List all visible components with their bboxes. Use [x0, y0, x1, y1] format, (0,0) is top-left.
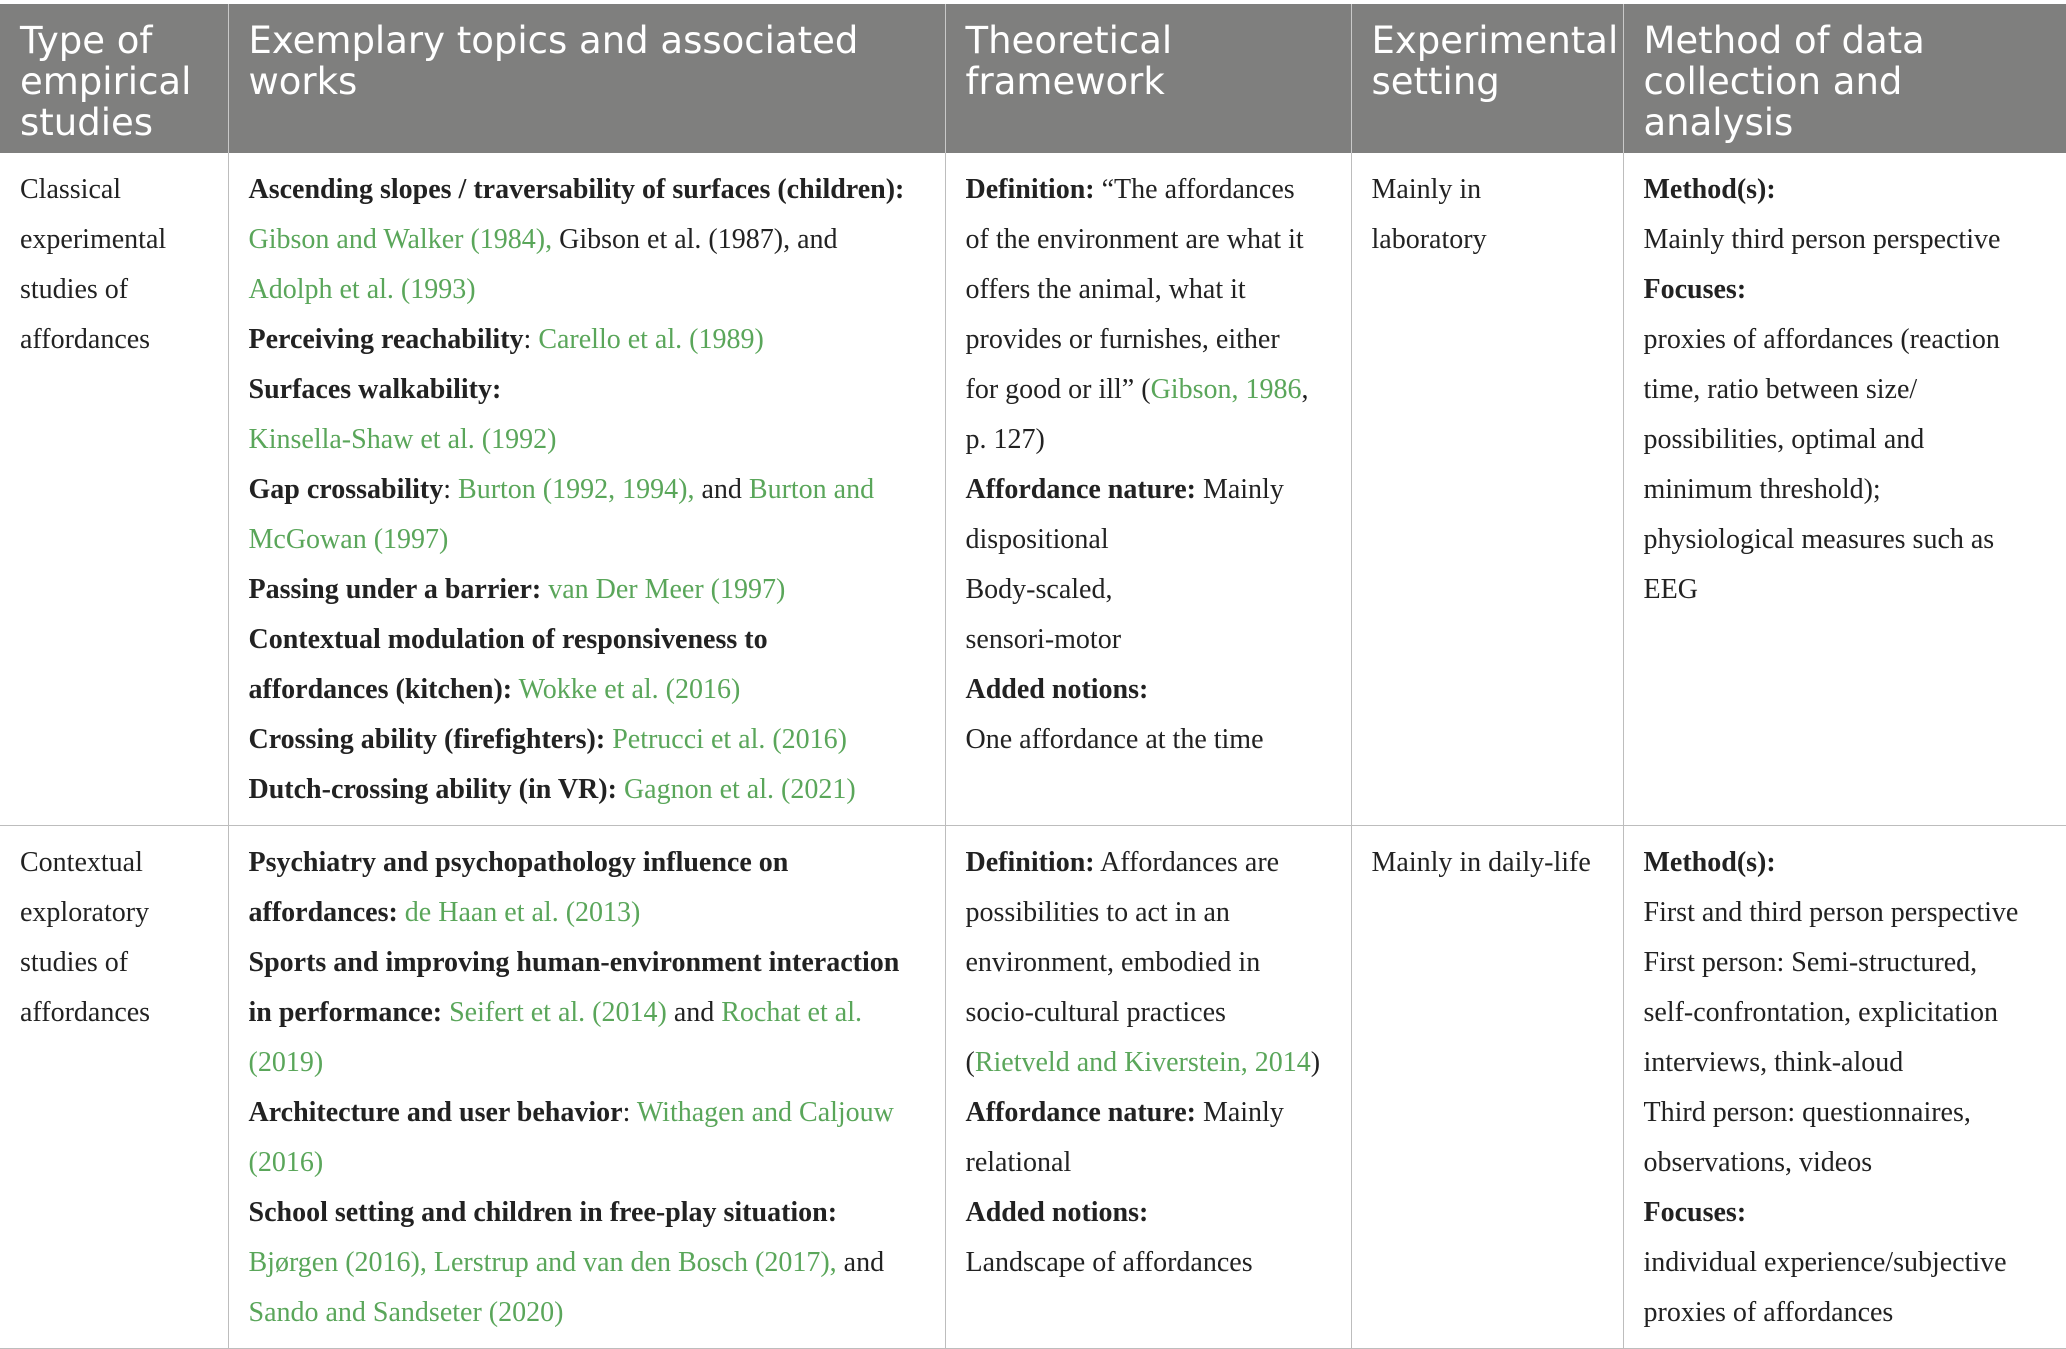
reference-link: Wokke et al. (2016)	[518, 674, 741, 705]
text-run: proxies of affordances	[1643, 1297, 1894, 1328]
text-run: “The affordances	[1094, 174, 1295, 205]
text-line	[1644, 1188, 2057, 1238]
text-line	[249, 615, 935, 665]
bold-label: Added notions:	[965, 1197, 1149, 1228]
header-setting: Experimental setting	[1351, 4, 1623, 153]
text-line	[966, 715, 1341, 765]
bold-label: School setting and children in free-play situation:	[248, 1197, 838, 1228]
bold-label: Method(s):	[1643, 174, 1776, 205]
text-line	[966, 1188, 1341, 1238]
reference-link: Burton (1992, 1994),	[458, 474, 695, 505]
text-line: affordances	[20, 324, 151, 355]
text-run: minimum threshold);	[1643, 474, 1881, 505]
bold-label: affordances:	[248, 897, 398, 928]
text-run: proxies of affordances (reaction	[1643, 324, 2000, 355]
text-line	[1644, 938, 2057, 988]
text-line: Mainly in daily-life	[1371, 847, 1591, 878]
cell-topics	[228, 826, 945, 1349]
text-line	[249, 1088, 935, 1138]
bold-label: Ascending slopes / traversability of surfaces (children):	[248, 174, 905, 205]
text-line	[249, 838, 935, 888]
bold-label: Perceiving reachability	[248, 324, 524, 355]
text-run: environment, embodied in	[965, 947, 1261, 978]
reference-link: van Der Meer (1997)	[548, 574, 786, 605]
text-line	[1644, 1038, 2057, 1088]
text-line: Contextual	[20, 847, 143, 878]
text-line	[1644, 1238, 2057, 1288]
text-run: and	[666, 997, 722, 1028]
text-run: Landscape of affordances	[965, 1247, 1253, 1278]
text-run: sensori-motor	[965, 624, 1122, 655]
text-line	[249, 315, 935, 365]
bold-label: Focuses:	[1643, 274, 1747, 305]
text-line	[249, 515, 935, 565]
text-line: studies of	[20, 274, 129, 305]
text-run: Affordances are	[1094, 847, 1280, 878]
text-line	[1644, 1088, 2057, 1138]
cell-framework	[945, 153, 1351, 826]
text-line: Classical	[20, 174, 122, 205]
text-run: First and third person perspective	[1643, 897, 2019, 928]
text-line	[966, 515, 1341, 565]
text-run: possibilities, optimal and	[1643, 424, 1925, 455]
text-line	[249, 565, 935, 615]
cell-framework	[945, 826, 1351, 1349]
text-line	[966, 1038, 1341, 1088]
bold-label: affordances (kitchen):	[248, 674, 513, 705]
text-line	[1644, 1138, 2057, 1188]
header-method: Method of data collection and analysis	[1623, 4, 2066, 153]
bold-label: Focuses:	[1643, 1197, 1747, 1228]
text-run: First person: Semi-structured,	[1643, 947, 1978, 978]
text-run: (	[965, 1047, 975, 1078]
text-line	[966, 465, 1341, 515]
text-line	[966, 615, 1341, 665]
text-line	[249, 765, 935, 815]
bold-label: Affordance nature:	[965, 474, 1196, 505]
text-line	[249, 715, 935, 765]
text-line	[966, 315, 1341, 365]
cell-setting	[1351, 826, 1623, 1349]
reference-link: Rietveld and Kiverstein, 2014	[974, 1047, 1311, 1078]
cell-method	[1623, 153, 2066, 826]
text-line	[249, 1038, 935, 1088]
text-line	[1644, 415, 2057, 465]
text-line: exploratory	[20, 897, 150, 928]
bold-label: in performance:	[248, 997, 443, 1028]
text-line	[249, 938, 935, 988]
bold-label: Psychiatry and psychopathology influence on	[248, 847, 789, 878]
reference-link: Sando and Sandseter (2020)	[248, 1297, 564, 1328]
text-run: for good or ill” (	[965, 374, 1151, 405]
reference-link: Rochat et al.	[721, 997, 862, 1028]
text-run: Body-scaled,	[965, 574, 1113, 605]
text-line	[1644, 315, 2057, 365]
text-line	[249, 215, 935, 265]
text-line	[249, 365, 935, 415]
bold-label: Method(s):	[1643, 847, 1776, 878]
text-line	[249, 888, 935, 938]
text-run: Mainly	[1195, 1097, 1284, 1128]
text-line	[1644, 265, 2057, 315]
text-run	[398, 897, 405, 928]
text-run: p. 127)	[965, 424, 1045, 455]
text-run: interviews, think-aloud	[1643, 1047, 1904, 1078]
text-line	[966, 415, 1341, 465]
text-line	[966, 938, 1341, 988]
text-run: :	[443, 474, 459, 505]
text-line	[966, 888, 1341, 938]
bold-label: Crossing ability (firefighters):	[248, 724, 606, 755]
text-run: )	[1310, 1047, 1321, 1078]
text-run: and	[694, 474, 749, 505]
text-line	[1644, 465, 2057, 515]
text-line	[1644, 365, 2057, 415]
text-line: Mainly in	[1371, 174, 1482, 205]
text-line: experimental	[20, 224, 167, 255]
text-line	[1644, 515, 2057, 565]
text-run: Third person: questionnaires,	[1643, 1097, 1971, 1128]
reference-link: McGowan (1997)	[248, 524, 449, 555]
affordance-studies-table	[0, 4, 2066, 1349]
bold-label: Definition:	[965, 174, 1095, 205]
reference-link: Gagnon et al. (2021)	[623, 774, 856, 805]
text-line	[1644, 165, 2057, 215]
reference-link: (2016)	[248, 1147, 324, 1178]
bold-label: Gap crossability	[248, 474, 444, 505]
text-run: EEG	[1643, 574, 1698, 605]
text-line	[966, 165, 1341, 215]
text-line	[966, 365, 1341, 415]
text-line: laboratory	[1371, 224, 1487, 255]
text-line	[966, 988, 1341, 1038]
text-run: physiological measures such as	[1643, 524, 1995, 555]
text-run: dispositional	[965, 524, 1109, 555]
text-line	[249, 665, 935, 715]
text-line	[249, 465, 935, 515]
text-line	[966, 215, 1341, 265]
reference-link: Bjørgen (2016), Lerstrup and van den Bosch (2017),	[248, 1247, 837, 1278]
header-row	[0, 4, 2066, 153]
reference-link: Gibson and Walker (1984),	[248, 224, 553, 255]
text-run: and	[836, 1247, 885, 1278]
reference-link: Petrucci et al. (2016)	[612, 724, 848, 755]
text-run	[617, 774, 624, 805]
text-line: affordances	[20, 997, 151, 1028]
text-run: time, ratio between size/	[1643, 374, 1918, 405]
table-row	[0, 153, 2066, 826]
bold-label: Added notions:	[965, 674, 1149, 705]
text-run: individual experience/subjective	[1643, 1247, 2007, 1278]
text-line	[966, 665, 1341, 715]
text-line	[1644, 215, 2057, 265]
text-run: ,	[1301, 374, 1309, 405]
reference-link: de Haan et al. (2013)	[404, 897, 641, 928]
text-line	[249, 1288, 935, 1338]
text-run: of the environment are what it	[965, 224, 1304, 255]
bold-label: Affordance nature:	[965, 1097, 1196, 1128]
text-run: One affordance at the time	[965, 724, 1264, 755]
text-run: Mainly	[1195, 474, 1284, 505]
header-type: Type of empirical studies	[0, 4, 228, 153]
text-line	[249, 415, 935, 465]
text-line	[249, 1138, 935, 1188]
bold-label: Passing under a barrier:	[248, 574, 542, 605]
text-line	[966, 1238, 1341, 1288]
text-line	[966, 565, 1341, 615]
text-line	[249, 1188, 935, 1238]
text-line	[249, 988, 935, 1038]
reference-link: Burton and	[748, 474, 875, 505]
header-framework: Theoretical framework	[945, 4, 1351, 153]
reference-link: (2019)	[248, 1047, 324, 1078]
bold-label: Sports and improving human-environment interaction	[248, 947, 900, 978]
reference-link: Kinsella-Shaw et al. (1992)	[248, 424, 557, 455]
reference-link: Seifert et al. (2014)	[449, 997, 667, 1028]
cell-type	[0, 826, 228, 1349]
text-line	[966, 1088, 1341, 1138]
text-line	[249, 1238, 935, 1288]
text-run: relational	[965, 1147, 1072, 1178]
text-line	[1644, 888, 2057, 938]
text-line	[1644, 838, 2057, 888]
text-line	[1644, 1288, 2057, 1338]
cell-setting	[1351, 153, 1623, 826]
reference-link: Carello et al. (1989)	[538, 324, 764, 355]
text-line	[966, 265, 1341, 315]
text-run: Mainly third person perspective	[1643, 224, 2001, 255]
text-run: :	[523, 324, 539, 355]
text-line	[966, 1138, 1341, 1188]
bold-label: Architecture and user behavior	[248, 1097, 623, 1128]
header-topics: Exemplary topics and associated works	[228, 4, 945, 153]
bold-label: Contextual modulation of responsiveness to	[248, 624, 768, 655]
text-line	[966, 838, 1341, 888]
text-run: socio-cultural practices	[965, 997, 1226, 1028]
text-run: observations, videos	[1643, 1147, 1873, 1178]
text-run: possibilities to act in an	[965, 897, 1230, 928]
cell-method	[1623, 826, 2066, 1349]
cell-topics	[228, 153, 945, 826]
text-run: provides or furnishes, either	[965, 324, 1280, 355]
reference-link: Gibson, 1986	[1150, 374, 1302, 405]
text-line	[249, 265, 935, 315]
reference-link: Adolph et al. (1993)	[248, 274, 476, 305]
bold-label: Dutch-crossing ability (in VR):	[248, 774, 617, 805]
text-run: :	[622, 1097, 637, 1128]
text-line	[1644, 988, 2057, 1038]
text-run: self-confrontation, explicitation	[1643, 997, 1999, 1028]
bold-label: Surfaces walkability:	[248, 374, 502, 405]
text-run: offers the animal, what it	[965, 274, 1246, 305]
bold-label: Definition:	[965, 847, 1095, 878]
table-row	[0, 826, 2066, 1349]
cell-type	[0, 153, 228, 826]
text-line: studies of	[20, 947, 129, 978]
text-line	[1644, 565, 2057, 615]
text-run: Gibson et al. (1987), and	[552, 224, 838, 255]
text-line	[249, 165, 935, 215]
reference-link: Withagen and Caljouw	[636, 1097, 894, 1128]
